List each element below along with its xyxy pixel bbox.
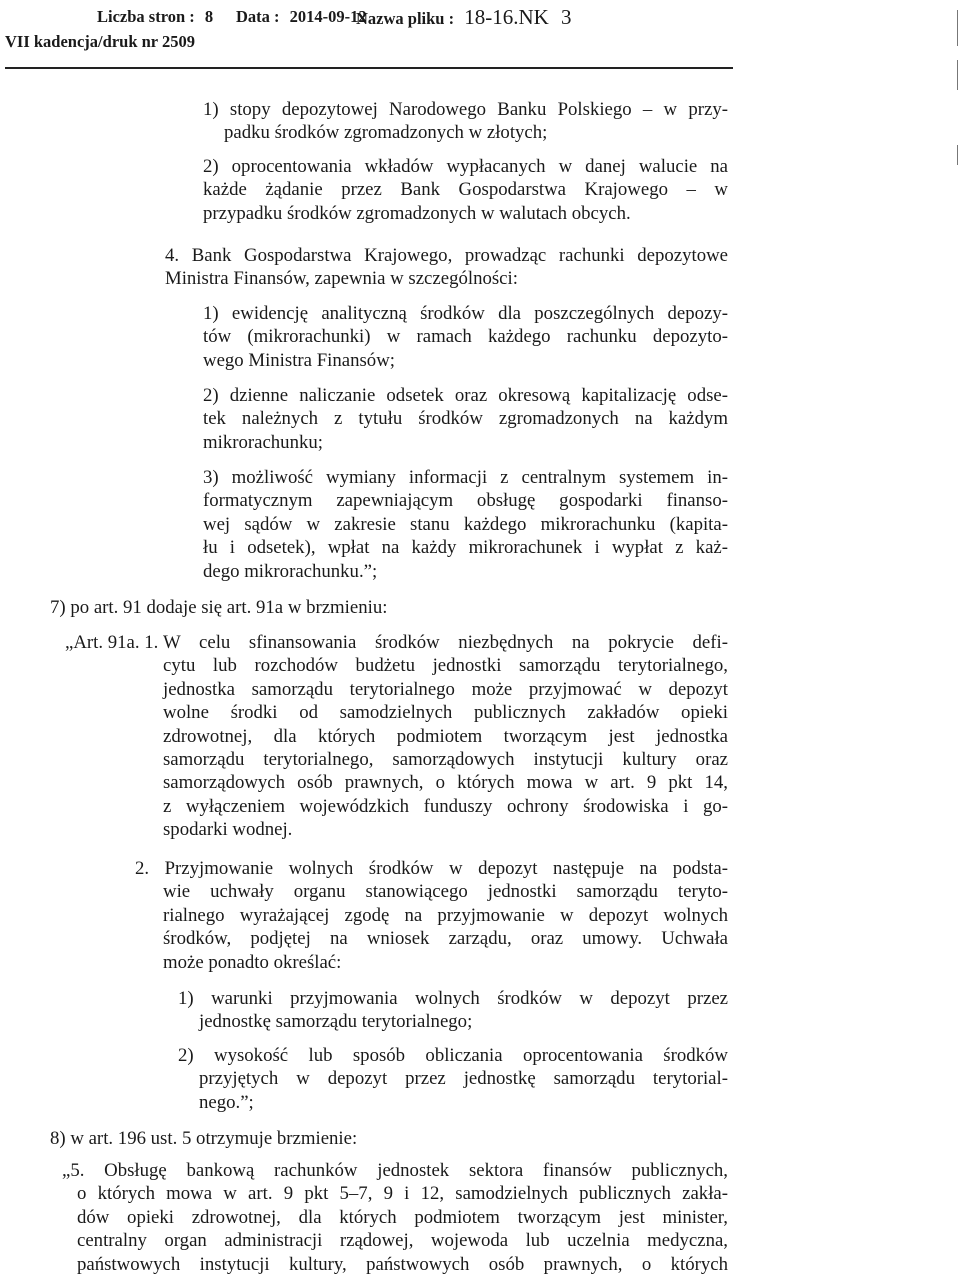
item-1-nbp-rate: 1) stopy depozytowej Narodowego Banku Polskiego – w przy- padku środków zgromadzonych w złotych; [203,99,728,144]
scan-edge-mark [957,145,958,165]
point-7: 7) po art. 91 dodaje się art. 91a w brzmieniu: [50,597,388,618]
print-number: VII kadencja/druk nr 2509 [5,32,195,51]
art-91a-item-2: 2) wysokość lub sposób obliczania oprocentowania środków przyjętych w depozyt przez jednostkę samorządu terytorial- nego.”; [178,1045,728,1113]
date-label: Data : [236,7,280,26]
art-91a-para-2: 2. Przyjmowanie wolnych środków w depozyt następuje na podsta- wie uchwały organu stanowiącego jednostki samorządu teryto- rialnego wyrażającej zgodę na przyjmowanie w depozyt wolnych środków, podjętej na wniosek zarządu, oraz umowy. Uchwała może ponadto określać: [135,858,728,973]
file-name-suffix: 3 [560,5,572,29]
page-count-label: Liczba stron : [97,7,195,26]
item-2-interest: 2) oprocentowania wkładów wypłacanych w danej walucie na każde żądanie przez Bank Gospodarstwa Krajowego – w przypadku środków zgromadzonych w walutach obcych. [203,156,728,224]
section-4-item-2: 2) dzienne naliczanie odsetek oraz okresową kapitalizację odse- tek należnych z tytułu środków zgromadzonych na każdym mikrorachunku; [203,385,728,453]
scan-edge-mark [957,60,958,90]
section-4-item-1: 1) ewidencję analityczną środków dla poszczególnych depozy- tów (mikrorachunki) w ramach każdego rachunku depozyto- wego Ministra Finansów; [203,303,728,371]
scan-edge-mark [957,10,958,46]
date-value: 2014-09-12 [289,7,367,26]
page-count-value: 8 [204,7,214,26]
art-196-ust-5: „5. Obsługę bankową rachunków jednostek sektora finansów publicznych, o których mowa w art. 9 pkt 5–7, 9 i 12, samodzielnych publicznych zakła- dów opieki zdrowotnej, dla których podmiotem tworzącym jest minister, centralny organ administracji rządowej, wojewoda lub uczelnia medyczna, państwowych instytucji kultury, państwowych osób prawnych, o których [62,1160,728,1275]
art-91a-item-1: 1) warunki przyjmowania wolnych środków w depozyt przez jednostkę samorządu terytorialnego; [178,988,728,1033]
art-91a-label: „Art. 91a. 1. [65,632,159,653]
section-4-item-3: 3) możliwość wymiany informacji z centralnym systemem in- formatycznym zapewniającym obsługę gospodarki finanso- wej sądów w zakresie stanu każdego mikrorachunku (kapita- łu i odsetek), wpłat na każdy mikrorachunek i wypłat z każ- dego mikrorachunku.”; [203,467,728,582]
art-91a-para-1: W celu sfinansowania środków niezbędnych na pokrycie defi- cytu lub rozchodów budżetu jednostki samorządu terytorialnego, jednostka samorządu terytorialnego może przyjmować w depozyt wolne środki od samodzielnych publicznych zakładów opieki zdrowotnej, dla których podmiotem tworzącym jest jednostka samorządu terytorialnego, samorządowych instytucji kultury oraz samorządowych osób prawnych, o których mowa w art. 9 pkt 14, z wyłączeniem wojewódzkich funduszy ochrony środowiska i go- spodarki wodnej. [163,632,728,841]
file-name-label: Nazwa pliku : [356,9,455,28]
section-4-intro: 4. Bank Gospodarstwa Krajowego, prowadząc rachunki depozytowe Ministra Finansów, zapewnia w szczególności: [165,245,728,290]
point-8: 8) w art. 196 ust. 5 otrzymuje brzmienie: [50,1128,358,1149]
file-name-value: 18-16.NK [464,5,549,29]
